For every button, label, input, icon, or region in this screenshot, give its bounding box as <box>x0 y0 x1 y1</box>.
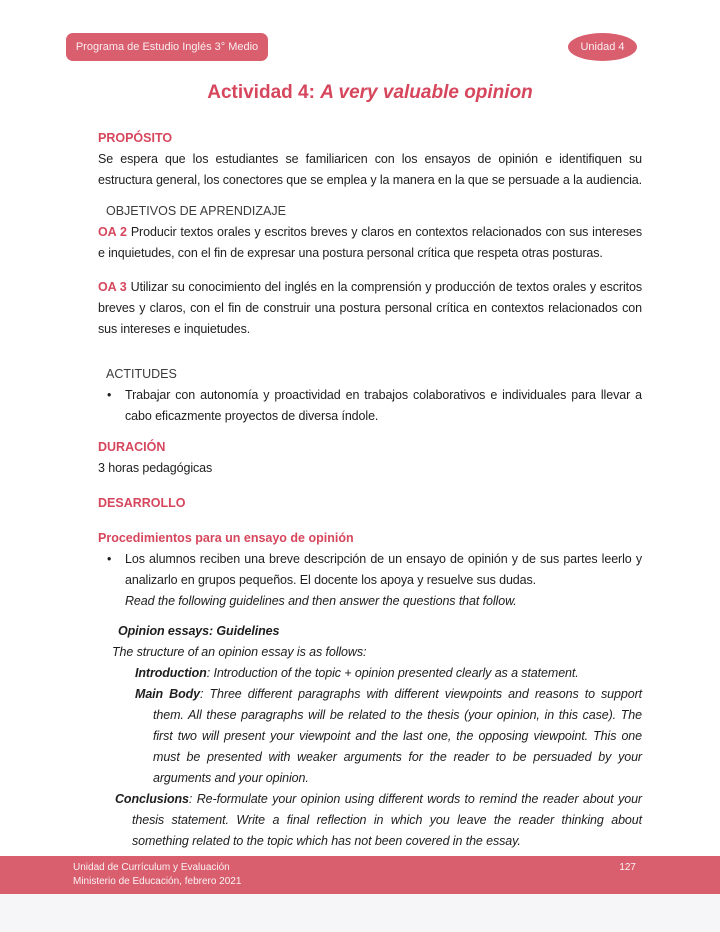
guideline-conclusions <box>98 789 642 852</box>
guidelines-intro: The structure of an opinion essay is as follows: <box>112 645 367 659</box>
oa2-text: Producir textos orales y escritos breves y claros en contextos relacionados con sus intereses e inquietudes, con el fin de expresar una postura personal crítica que respeta otras posturas. <box>98 225 642 260</box>
guideline-main-body-label: Main Body <box>135 687 201 701</box>
proposito-heading: PROPÓSITO <box>98 131 173 145</box>
guideline-main-body-text: : Three different paragraphs with different viewpoints and reasons to support them. All these paragraphs will be related to the thesis (your opinion, in this case). The first two will present your viewpoint and the last one, the opposing viewpoint. This one must be presented with weaker arguments for the reader to be persuaded by your arguments and your opinion. <box>153 687 643 785</box>
unit-badge-label: Unidad 4 <box>580 41 625 53</box>
procedimientos-bullet-en: Read the following guidelines and then answer the questions that follow. <box>125 594 517 608</box>
proposito-body: Se espera que los estudiantes se familiaricen con los ensayos de opinión e identifiquen su estructura general, los conectores que se emplea y la manera en la que se persuade a la audiencia. <box>98 152 643 187</box>
guideline-introduction-label: Introduction <box>135 666 207 680</box>
oa2-label: OA 2 <box>98 225 127 239</box>
oa3-text: Utilizar su conocimiento del inglés en la comprensión y producción de textos orales y escritos breves y claros, con el fin de construir una postura personal crítica en contextos relacionados con sus intereses e inquietudes. <box>98 280 643 336</box>
page-title <box>98 82 642 104</box>
page-number: 127 <box>619 862 636 873</box>
activity-title-name: A very valuable opinion <box>320 82 533 103</box>
oa2-paragraph <box>98 222 642 264</box>
unit-badge <box>568 33 637 61</box>
footer-org-line1: Unidad de Currículum y Evaluación <box>73 862 230 873</box>
page-bottom-margin <box>0 894 720 932</box>
guideline-introduction <box>98 663 642 684</box>
desarrollo-heading: DESARROLLO <box>98 496 186 510</box>
footer-org-line2: Ministerio de Educación, febrero 2021 <box>73 876 242 887</box>
bullet-icon: • <box>107 388 112 402</box>
objetivos-heading: OBJETIVOS DE APRENDIZAJE <box>106 204 286 218</box>
guideline-conclusions-text: : Re-formulate your opinion using different words to remind the reader about your thesis statement. Write a final reflection in which you leave the reader thinking about something related to the topic which has not been covered in the essay. <box>132 792 642 848</box>
bullet-icon: • <box>107 552 112 566</box>
program-badge-label: Programa de Estudio Inglés 3° Medio <box>75 41 259 53</box>
oa3-label: OA 3 <box>98 280 127 294</box>
guideline-main-body <box>98 684 642 789</box>
guidelines-block <box>98 621 642 852</box>
duracion-heading: DURACIÓN <box>98 440 166 454</box>
activity-title-prefix: Actividad 4: <box>207 82 321 103</box>
procedimientos-bullet-es: Los alumnos reciben una breve descripción de un ensayo de opinión y de sus partes leerlo y analizarlo en grupos pequeños. El docente los apoya y resuelve sus dudas. <box>125 552 642 587</box>
oa3-paragraph <box>98 277 642 340</box>
actitudes-bullet-text: Trabajar con autonomía y proactividad en trabajos colaborativos e individuales para llevar a cabo eficazmente proyectos de diversa índole. <box>125 388 642 423</box>
duracion-body: 3 horas pedagógicas <box>98 461 213 475</box>
page-footer <box>0 856 720 894</box>
program-badge <box>66 33 268 61</box>
guideline-conclusions-label: Conclusions <box>115 792 189 806</box>
guideline-introduction-text: : Introduction of the topic + opinion presented clearly as a statement. <box>206 666 579 680</box>
actitudes-bullet-item <box>98 385 642 427</box>
page-content <box>0 82 720 852</box>
procedimientos-bullet-body <box>125 549 642 612</box>
procedimientos-heading: Procedimientos para un ensayo de opinión <box>98 531 354 545</box>
footer-org-block <box>73 861 241 894</box>
actitudes-heading: ACTITUDES <box>106 367 177 381</box>
guidelines-title: Opinion essays: Guidelines <box>118 624 280 638</box>
procedimientos-bullet-item <box>98 549 642 612</box>
